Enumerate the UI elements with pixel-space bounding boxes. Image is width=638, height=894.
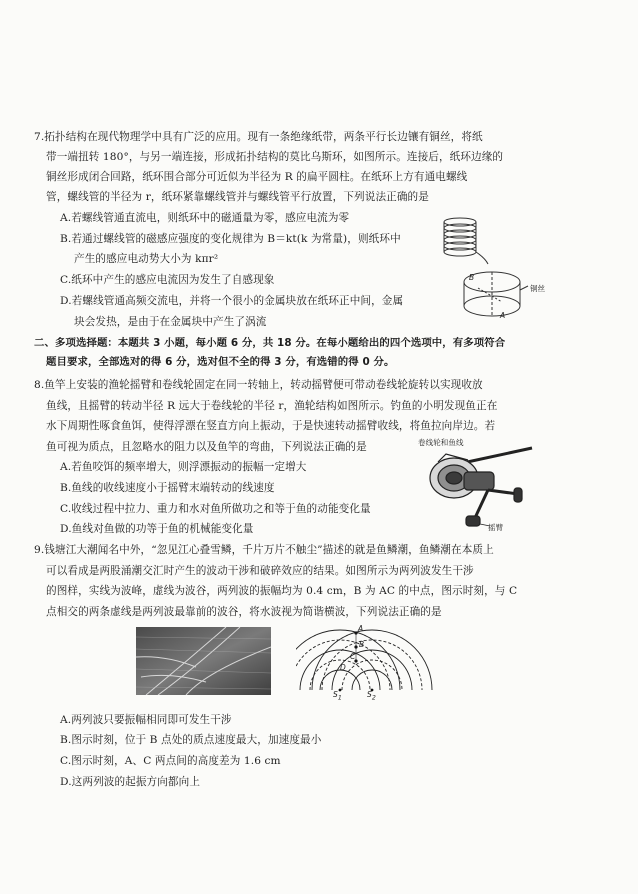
q7-option-a: A.若螺线管通直流电，则纸环中的磁通量为零，感应电流为零 <box>60 212 350 224</box>
point-b-label: B <box>359 640 365 649</box>
point-c-label: C <box>350 652 356 661</box>
q8-option-b: B.鱼线的收线速度小于摇臂末端转动的线速度 <box>60 482 275 494</box>
q8-stem-line-1: 8.鱼竿上安装的渔轮摇臂和卷线轮固定在同一转轴上，转动摇臂便可带动卷线轮旋转以实现收放 <box>34 379 483 391</box>
reel-label: 卷线轮和鱼线 <box>418 438 464 447</box>
q9-stem-line-1: 9.钱塘江大潮闻名中外，“忽见江心叠雪鳞，千片万片不触尘”描述的就是鱼鳞潮，鱼鳞潮在本质上 <box>34 544 494 556</box>
q8-stem-line-2: 鱼线，且摇臂的转动半径 R 远大于卷线轮的半径 r，渔轮结构如图所示。钓鱼的小明发现鱼正在 <box>46 400 498 412</box>
q8-stem-line-3: 水下周期性啄食鱼饵，使得浮漂在竖直方向上振动，于是快速转动摇臂收线，将鱼拉向岸边。若 <box>46 420 496 432</box>
q9-stem-line-3: 的图样，实线为波峰，虚线为波谷，两列波的振幅均为 0.4 cm，B 为 AC 的中点，图示时刻，与 C <box>46 585 518 597</box>
q7-option-b-cont: 产生的感应电动势大小为 kπr² <box>74 253 219 265</box>
q9-stem-line-2: 可以看成是两股涌潮交汇时产生的波动干涉和破碎效应的结果。如图所示为两列波发生干涉 <box>46 565 474 577</box>
solenoid-mobius-figure <box>440 212 540 324</box>
source-s2-label: $S_2$ <box>367 690 376 702</box>
q7-option-c: C.纸环中产生的感应电流因为发生了自感现象 <box>60 274 275 286</box>
fishing-reel-figure <box>418 446 534 532</box>
q8-option-d: D.鱼线对鱼做的功等于鱼的机械能变化量 <box>60 523 254 535</box>
q7-option-d: D.若螺线管通高频交流电，并将一个很小的金属块放在纸环正中间，金属 <box>60 295 404 307</box>
copper-wire-label: 铜丝 <box>530 284 546 293</box>
point-d-label: D <box>340 663 346 672</box>
q9-option-d: D.这两列波的起振方向都向上 <box>60 776 201 788</box>
section2-heading-cont: 题目要求，全部选对的得 6 分，选对但不全的得 3 分，有选错的得 0 分。 <box>46 356 395 368</box>
ring-label-a: A <box>500 311 506 320</box>
point-a-label: A <box>358 624 364 633</box>
q7-stem-line-4: 管，螺线管的半径为 r，纸环紧靠螺线管并与螺线管平行放置，下列说法正确的是 <box>46 191 429 203</box>
q7-stem-line-3: 铜丝形成闭合回路，纸环围合部分可近似为半径为 R 的扁平圆柱。在纸环上方有通电螺线 <box>46 171 468 183</box>
section2-heading: 二、多项选择题：本题共 3 小题，每小题 6 分，共 18 分。在每小题给出的四个选项中，有多项符合 <box>34 337 506 349</box>
q9-option-c: C.图示时刻，A、C 两点间的高度差为 1.6 cm <box>60 755 281 767</box>
arm-label: 摇臂 <box>488 523 504 532</box>
ring-label-b: B <box>469 273 475 282</box>
q9-stem-line-4: 点相交的两条虚线是两列波最靠前的波谷，将水波视为简谐横波，下列说法正确的是 <box>46 606 442 618</box>
q7-option-b: B.若通过螺线管的磁感应强度的变化规律为 B＝kt(k 为常量)，则纸环中 <box>60 233 401 245</box>
q7-option-d-cont: 块会发热，是由于在金属块中产生了涡流 <box>74 316 267 328</box>
q8-option-c: C.收线过程中拉力、重力和水对鱼所做功之和等于鱼的动能变化量 <box>60 503 371 515</box>
q9-option-b: B.图示时刻，位于 B 点处的质点速度最大，加速度最小 <box>60 734 322 746</box>
q9-option-a: A.两列波只要振幅相同即可发生干涉 <box>60 714 232 726</box>
q7-stem-line-2: 带一端扭转 180°，与另一端连接，形成拓扑结构的莫比乌斯环，如图所示。连接后，纸环边缘的 <box>46 151 504 163</box>
tidal-bore-photo <box>136 627 271 695</box>
source-s1-label: $S_1$ <box>333 690 342 702</box>
q8-option-a: A.若鱼咬饵的频率增大，则浮漂振动的振幅一定增大 <box>60 461 307 473</box>
q7-stem-line-1: 7.拓扑结构在现代物理学中具有广泛的应用。现有一条绝缘纸带，两条平行长边镶有铜丝，将纸 <box>34 131 483 143</box>
q8-stem-line-4: 鱼可视为质点，且忽略水的阻力以及鱼竿的弯曲，下列说法正确的是 <box>46 441 367 453</box>
